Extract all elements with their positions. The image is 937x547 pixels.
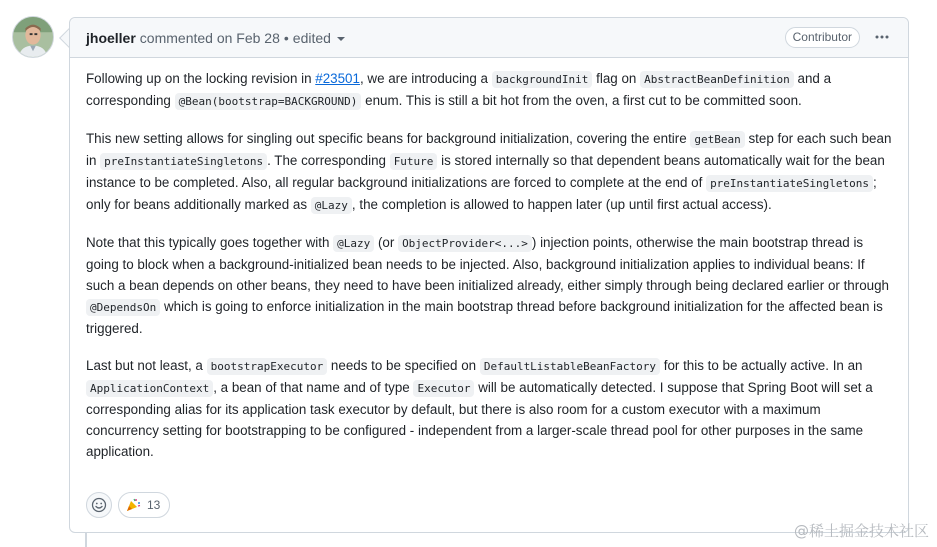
contributor-badge: Contributor — [785, 27, 860, 48]
inline-code: DefaultListableBeanFactory — [480, 358, 660, 375]
paragraph-1 — [86, 68, 892, 112]
text: This new setting allows for singling out specific beans for background initialization, covering the entire — [86, 131, 691, 146]
inline-code: Executor — [413, 380, 474, 397]
inline-code: preInstantiateSingletons — [706, 175, 873, 192]
text: will be automatically detected. I suppose that Spring Boot will set a corresponding alias for its application task executor by default, but there is also room for a custom executor with a maximum concurrency setting for bootstrapping to be configured - independent from a larger-scale thread pool for other purposes in the same application. — [86, 380, 873, 459]
watermark: @稀土掘金技术社区 — [793, 522, 929, 540]
edited-dropdown[interactable] — [293, 30, 345, 46]
text: ) injection points, otherwise the main bootstrap thread is going to block when a background-initialized bean needs to be injected. Also, background initialization applies to individual beans: If such a bean depends on other beans, they need to have been initialized already, either simply through being declared earlier or through — [86, 235, 889, 293]
text: flag on — [592, 71, 641, 86]
paragraph-2 — [86, 128, 892, 216]
text: step for each such bean in — [86, 131, 892, 168]
issue-link[interactable]: #23501 — [315, 71, 360, 86]
text: for this to be actually active. In an — [660, 358, 863, 373]
inline-code: preInstantiateSingletons — [100, 153, 267, 170]
paragraph-4 — [86, 355, 892, 462]
comment-body — [70, 58, 908, 462]
author-link[interactable]: jhoeller — [86, 29, 136, 46]
smiley-icon — [91, 497, 107, 513]
text: , we are introducing a — [359, 71, 492, 86]
inline-code: Future — [390, 153, 438, 170]
inline-code: bootstrapExecutor — [207, 358, 328, 375]
text: (or — [374, 235, 399, 250]
inline-code: @Bean(bootstrap=BACKGROUND) — [175, 93, 362, 110]
add-reaction-button[interactable] — [86, 492, 112, 518]
inline-code: @Lazy — [311, 197, 352, 214]
reactions-bar — [86, 492, 170, 518]
avatar-image — [13, 17, 53, 57]
text: Note that this typically goes together with — [86, 235, 334, 250]
tada-icon — [125, 497, 141, 513]
text: Last but not least, a — [86, 358, 207, 373]
inline-code: @Lazy — [333, 235, 374, 252]
text: which is going to enforce initialization in the main bootstrap thread before background initialization for the affected bean is triggered. — [86, 299, 883, 336]
inline-code: getBean — [690, 131, 744, 148]
kebab-horizontal-icon[interactable] — [870, 27, 894, 47]
header-separator: • — [283, 29, 289, 46]
text: , a bean of that name and of type — [213, 380, 414, 395]
kebab-svg — [874, 29, 890, 45]
text: Following up on the locking revision in — [86, 71, 316, 86]
reaction-count: 13 — [147, 498, 161, 512]
comment-timestamp[interactable]: commented on Feb 28 — [139, 29, 280, 46]
author-avatar[interactable] — [12, 16, 54, 58]
text: , the completion is allowed to happen later (up until first actual access). — [351, 197, 772, 212]
text: enum. This is still a bit hot from the oven, a first cut to be committed soon. — [361, 93, 802, 108]
text: is stored internally so that dependent beans automatically wait for the bean instance to be completed. Also, all regular background initializations are forced to complete at the end of — [86, 153, 885, 190]
inline-code: backgroundInit — [492, 71, 593, 88]
reaction-tada-button[interactable] — [118, 492, 170, 518]
edited-label: edited — [292, 29, 331, 46]
inline-code: AbstractBeanDefinition — [640, 71, 794, 88]
comment-box — [69, 17, 909, 533]
paragraph-3 — [86, 232, 892, 339]
timeline-connector — [85, 532, 87, 547]
text: ; only for beans additionally marked as — [86, 175, 877, 212]
inline-code: ApplicationContext — [86, 380, 213, 397]
text: needs to be specified on — [327, 358, 480, 373]
comment-header — [70, 18, 908, 58]
text: and a corresponding — [86, 71, 832, 108]
inline-code: ObjectProvider<...> — [398, 235, 532, 252]
text: . The corresponding — [267, 153, 390, 168]
chevron-down-icon — [337, 37, 345, 41]
inline-code: @DependsOn — [86, 299, 160, 316]
